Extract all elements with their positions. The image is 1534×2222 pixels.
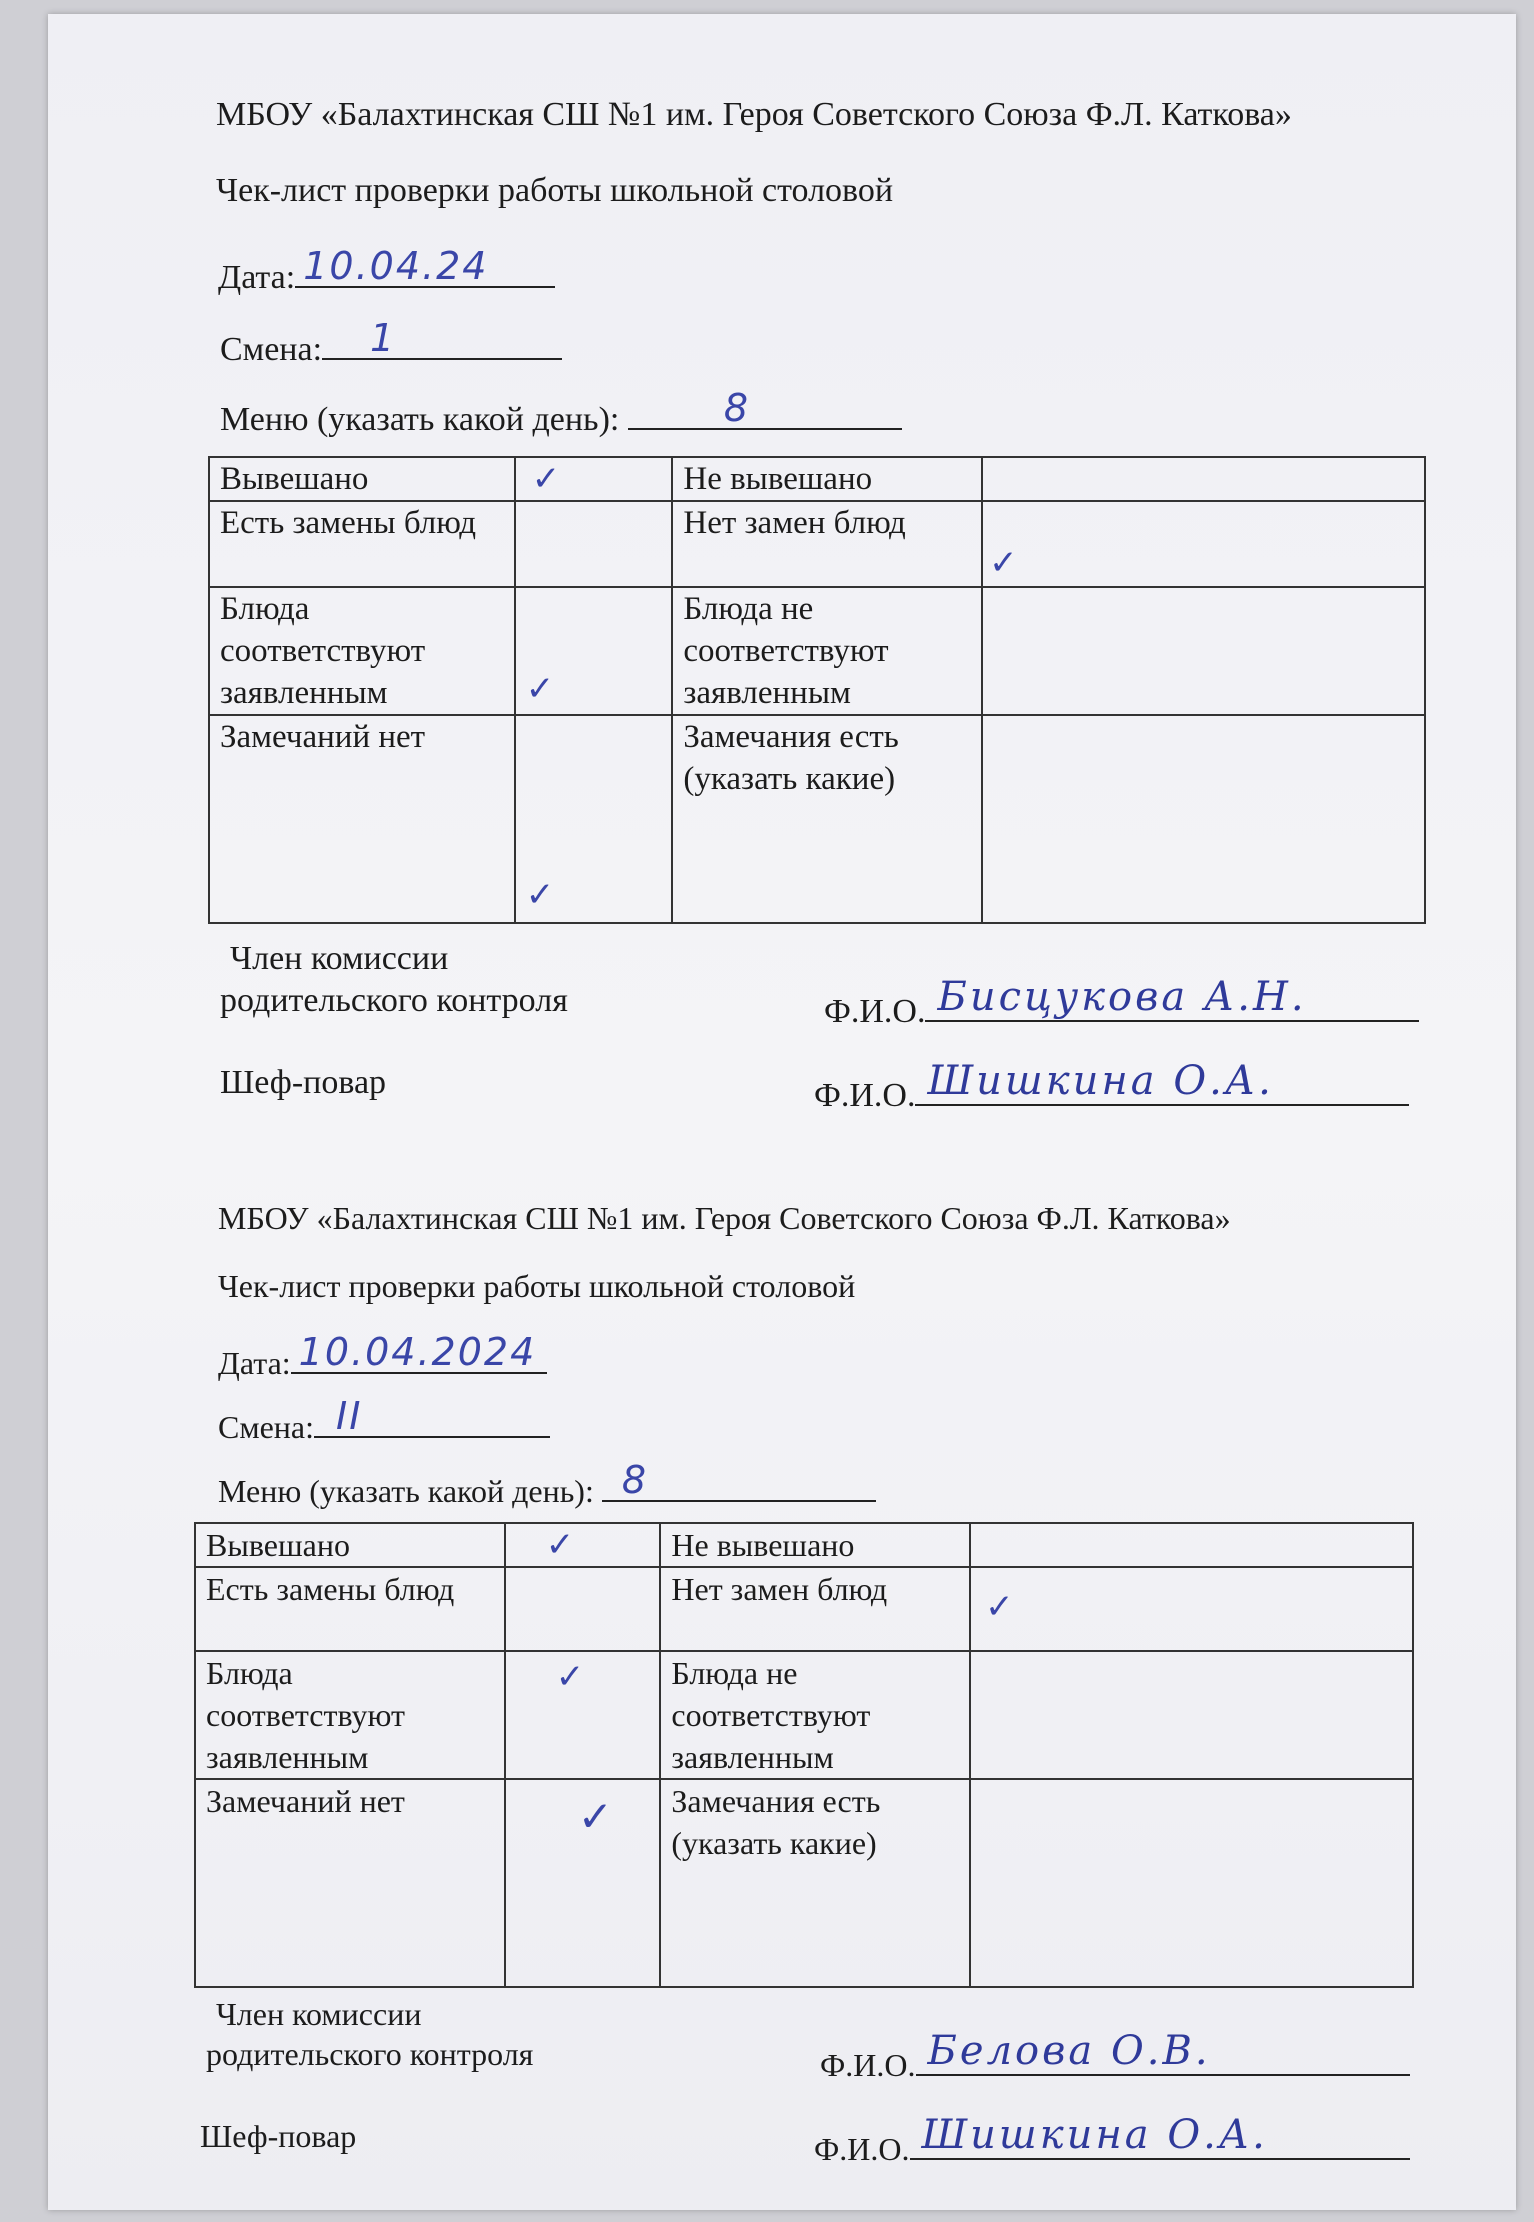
check-cell[interactable] <box>515 457 673 501</box>
menu-value: 8 <box>621 1458 649 1502</box>
shift-field[interactable] <box>322 318 562 360</box>
check-cell[interactable] <box>505 1779 661 1987</box>
member-fio-row <box>820 2028 1410 2084</box>
chef-fio-row <box>814 1058 1409 1115</box>
member-label-line-1: Член комиссии <box>216 1996 422 2032</box>
menu-label: Меню (указать какой день): <box>218 1473 594 1509</box>
criterion-cell: Блюда соответствуют заявленным <box>195 1651 505 1779</box>
check-cell[interactable] <box>505 1651 661 1779</box>
date-field[interactable] <box>295 246 555 288</box>
shift-label: Смена: <box>220 331 323 368</box>
member-signature-field[interactable] <box>925 974 1419 1022</box>
shift-row <box>220 318 562 369</box>
chef-signature-field[interactable] <box>910 2112 1410 2160</box>
check-mark-icon: ✓ <box>525 669 555 709</box>
criterion-cell: Не вывешано <box>672 457 982 501</box>
check-mark-icon: ✓ <box>989 543 1018 583</box>
fio-label: Ф.И.О. <box>814 2131 910 2167</box>
table-row <box>195 1523 1413 1567</box>
paper-sheet <box>48 14 1516 2210</box>
menu-label: Меню (указать какой день): <box>220 401 620 438</box>
member-label-line-2: родительского контроля <box>220 982 568 1019</box>
menu-row <box>218 1460 876 1510</box>
shift-value: II <box>336 1394 363 1438</box>
member-signature: Белова О.В. <box>927 2028 1211 2074</box>
table-row <box>195 1651 1413 1779</box>
check-cell[interactable] <box>515 587 673 715</box>
shift-field[interactable] <box>314 1396 550 1438</box>
menu-row <box>220 388 902 439</box>
check-mark-icon: ✓ <box>555 1657 585 1697</box>
date-row <box>218 246 555 297</box>
shift-value: 1 <box>370 316 397 360</box>
table-row <box>195 1779 1413 1987</box>
criterion-cell: Вывешано <box>195 1523 505 1567</box>
date-label: Дата: <box>218 259 296 296</box>
check-mark-icon: ✓ <box>525 875 555 915</box>
chef-label: Шеф-повар <box>220 1064 387 1101</box>
table-row <box>209 501 1425 587</box>
member-signature-field[interactable] <box>916 2028 1410 2076</box>
criterion-cell: Замечания есть (указать какие) <box>672 715 982 923</box>
check-cell[interactable] <box>515 501 673 587</box>
table-row <box>209 457 1425 501</box>
member-fio-row <box>824 974 1419 1031</box>
date-row <box>218 1332 547 1382</box>
form-title: Чек-лист проверки работы школьной столовой <box>218 1268 856 1304</box>
criterion-cell: Замечаний нет <box>209 715 515 923</box>
table-row <box>209 587 1425 715</box>
menu-value: 8 <box>723 386 751 430</box>
check-cell[interactable] <box>970 1779 1413 1987</box>
chef-label: Шеф-повар <box>200 2118 357 2154</box>
criterion-cell: Есть замены блюд <box>195 1567 505 1651</box>
menu-field[interactable] <box>602 1460 876 1502</box>
check-cell[interactable] <box>515 715 673 923</box>
menu-field[interactable] <box>628 388 902 430</box>
criterion-cell: Нет замен блюд <box>672 501 982 587</box>
criterion-cell: Блюда не соответствуют заявленным <box>672 587 982 715</box>
date-value: 10.04.24 <box>303 244 489 288</box>
check-mark-icon: ✓ <box>531 459 561 499</box>
check-cell[interactable] <box>970 1523 1413 1567</box>
criterion-cell: Вывешано <box>209 457 515 501</box>
check-mark-icon: ✓ <box>545 1525 575 1565</box>
criterion-cell: Замечаний нет <box>195 1779 505 1987</box>
check-cell[interactable] <box>982 501 1425 587</box>
date-label: Дата: <box>218 1345 291 1381</box>
member-label-line-2: родительского контроля <box>206 2036 534 2072</box>
date-value: 10.04.2024 <box>298 1330 537 1374</box>
check-mark-icon: ✓ <box>985 1587 1014 1627</box>
fio-label: Ф.И.О. <box>814 1077 916 1114</box>
criterion-cell: Нет замен блюд <box>660 1567 970 1651</box>
checklist-table <box>208 456 1426 924</box>
fio-label: Ф.И.О. <box>824 993 926 1030</box>
fio-label: Ф.И.О. <box>820 2047 916 2083</box>
chef-signature: Шишкина О.А. <box>921 2112 1268 2158</box>
check-mark-icon: ✓ <box>577 1792 613 1841</box>
checklist-table <box>194 1522 1414 1988</box>
date-field[interactable] <box>291 1332 547 1374</box>
check-cell[interactable] <box>982 587 1425 715</box>
check-cell[interactable] <box>982 715 1425 923</box>
school-name: МБОУ «Балахтинская СШ №1 им. Героя Советского Союза Ф.Л. Каткова» <box>218 1200 1231 1236</box>
criterion-cell: Блюда соответствуют заявленным <box>209 587 515 715</box>
table-row <box>195 1567 1413 1651</box>
form-title: Чек-лист проверки работы школьной столовой <box>216 172 894 209</box>
shift-label: Смена: <box>218 1409 315 1445</box>
chef-fio-row <box>814 2112 1410 2168</box>
table-row <box>209 715 1425 923</box>
criterion-cell: Не вывешано <box>660 1523 970 1567</box>
member-label-line-1: Член комиссии <box>230 940 449 977</box>
check-cell[interactable] <box>970 1567 1413 1651</box>
criterion-cell: Есть замены блюд <box>209 501 515 587</box>
school-name: МБОУ «Балахтинская СШ №1 им. Героя Советского Союза Ф.Л. Каткова» <box>216 96 1292 133</box>
check-cell[interactable] <box>970 1651 1413 1779</box>
criterion-cell: Блюда не соответствуют заявленным <box>660 1651 970 1779</box>
chef-signature: Шишкина О.А. <box>927 1058 1274 1104</box>
chef-signature-field[interactable] <box>915 1058 1409 1106</box>
criterion-cell: Замечания есть (указать какие) <box>660 1779 970 1987</box>
shift-row <box>218 1396 550 1446</box>
member-signature: Бисцукова А.Н. <box>937 974 1307 1020</box>
check-cell[interactable] <box>982 457 1425 501</box>
check-cell[interactable] <box>505 1567 661 1651</box>
check-cell[interactable] <box>505 1523 661 1567</box>
